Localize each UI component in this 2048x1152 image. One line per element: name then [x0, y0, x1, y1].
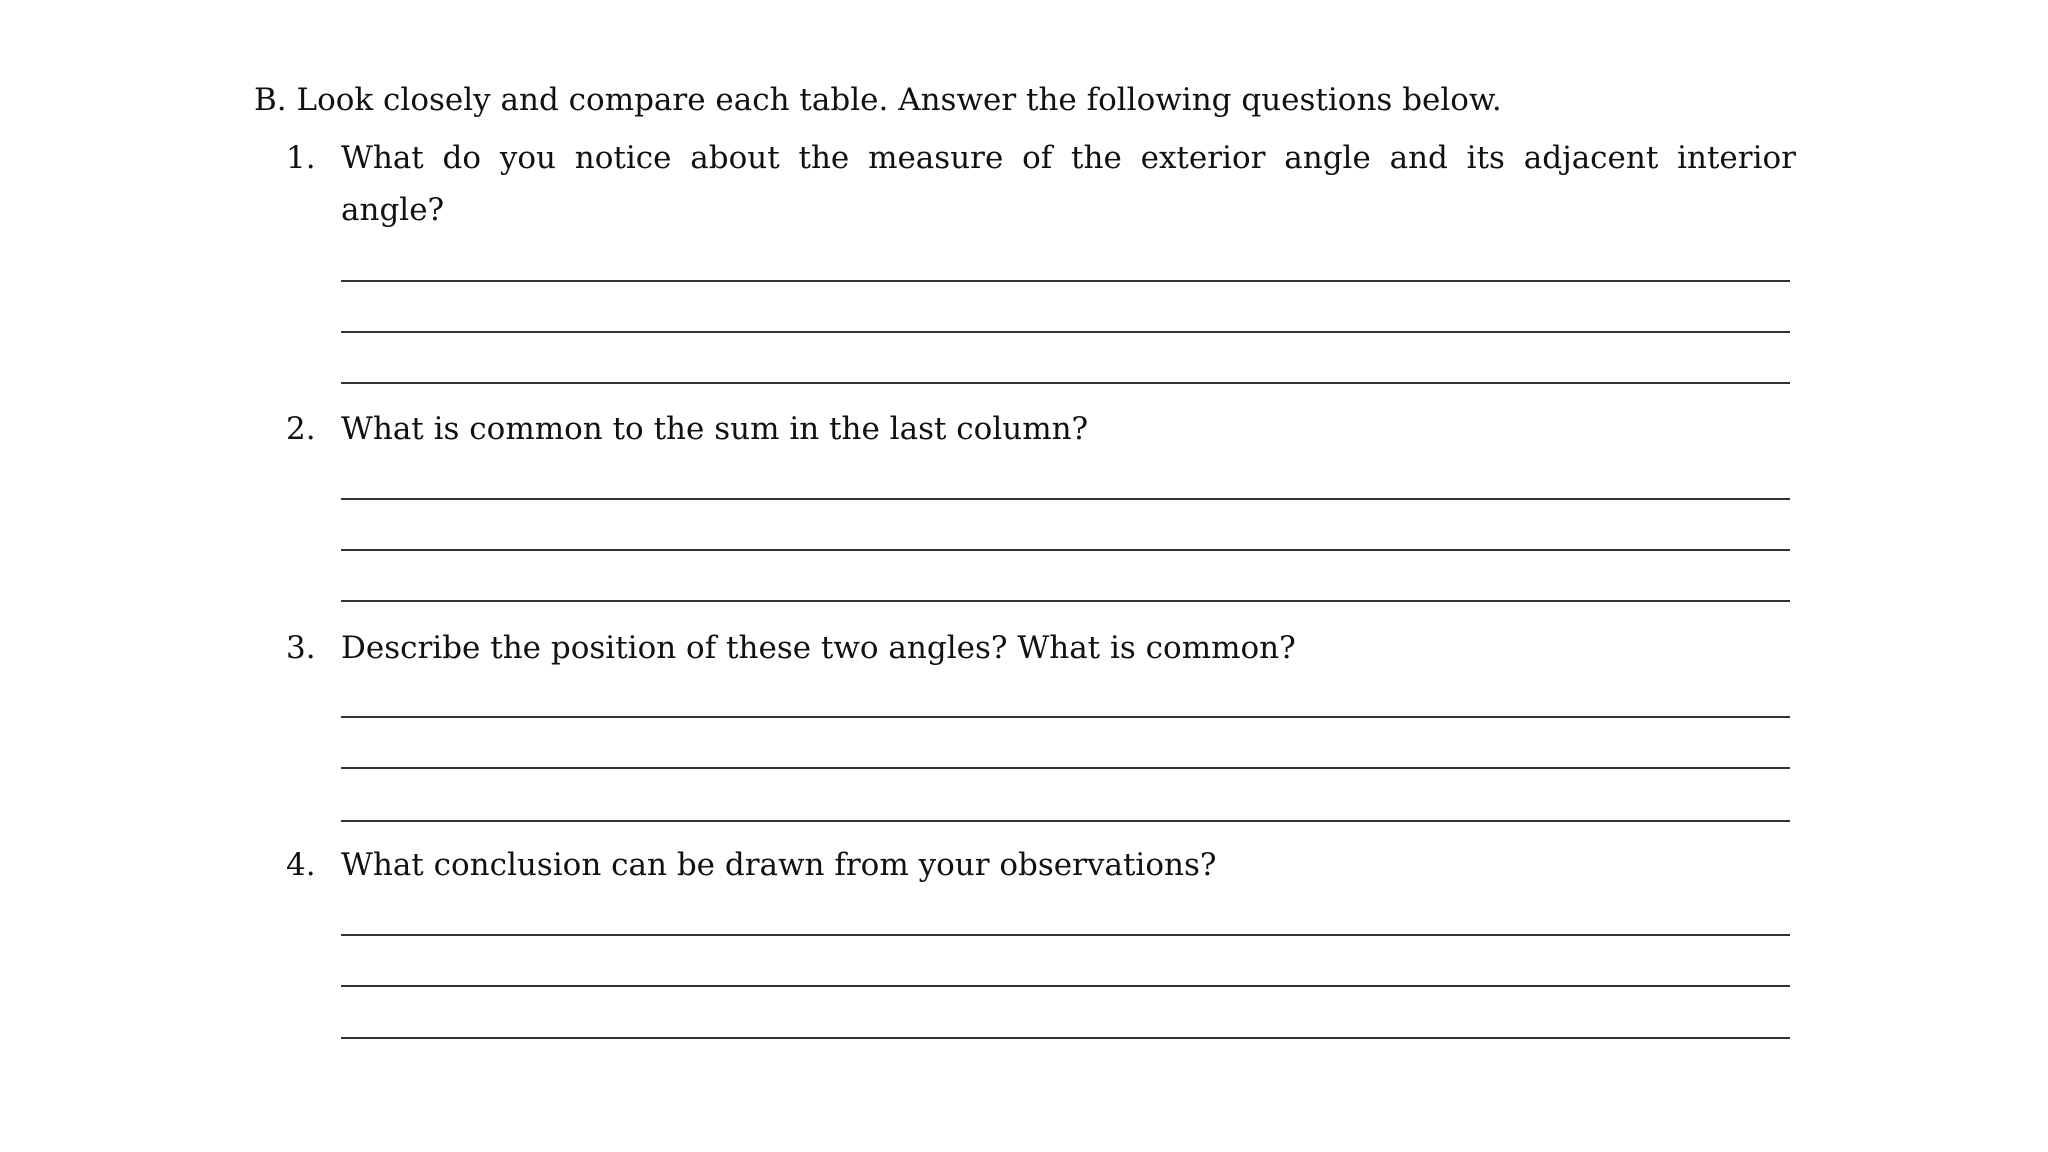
answer-line[interactable] [341, 600, 1790, 602]
answer-line[interactable] [341, 767, 1790, 769]
answer-line[interactable] [341, 985, 1790, 987]
answer-line[interactable] [341, 382, 1790, 384]
instruction-text: B. Look closely and compare each table. Answer the following questions below. [254, 82, 1502, 118]
answer-line[interactable] [341, 820, 1790, 822]
answer-line[interactable] [341, 331, 1790, 333]
question-number: 3. [286, 630, 316, 666]
answer-line[interactable] [341, 549, 1790, 551]
question-text [341, 622, 1796, 674]
answer-line[interactable] [341, 1037, 1790, 1039]
answer-line[interactable] [341, 280, 1790, 282]
question-text [341, 403, 1796, 455]
answer-line[interactable] [341, 498, 1790, 500]
question-number: 4. [286, 847, 316, 883]
question-text-line: What do you notice about the measure of the exterior angle and its adjacent interior [341, 140, 1796, 176]
question-text-line: angle? [341, 192, 445, 228]
question-text-line: What conclusion can be drawn from your observations? [341, 847, 1217, 883]
question-text-line: Describe the position of these two angles? What is common? [341, 630, 1296, 666]
question-text-line: What is common to the sum in the last column? [341, 411, 1089, 447]
question-text [341, 132, 1796, 236]
question-number: 2. [286, 411, 316, 447]
question-number: 1. [286, 140, 316, 176]
answer-line[interactable] [341, 716, 1790, 718]
question-text [341, 839, 1796, 891]
answer-line[interactable] [341, 934, 1790, 936]
